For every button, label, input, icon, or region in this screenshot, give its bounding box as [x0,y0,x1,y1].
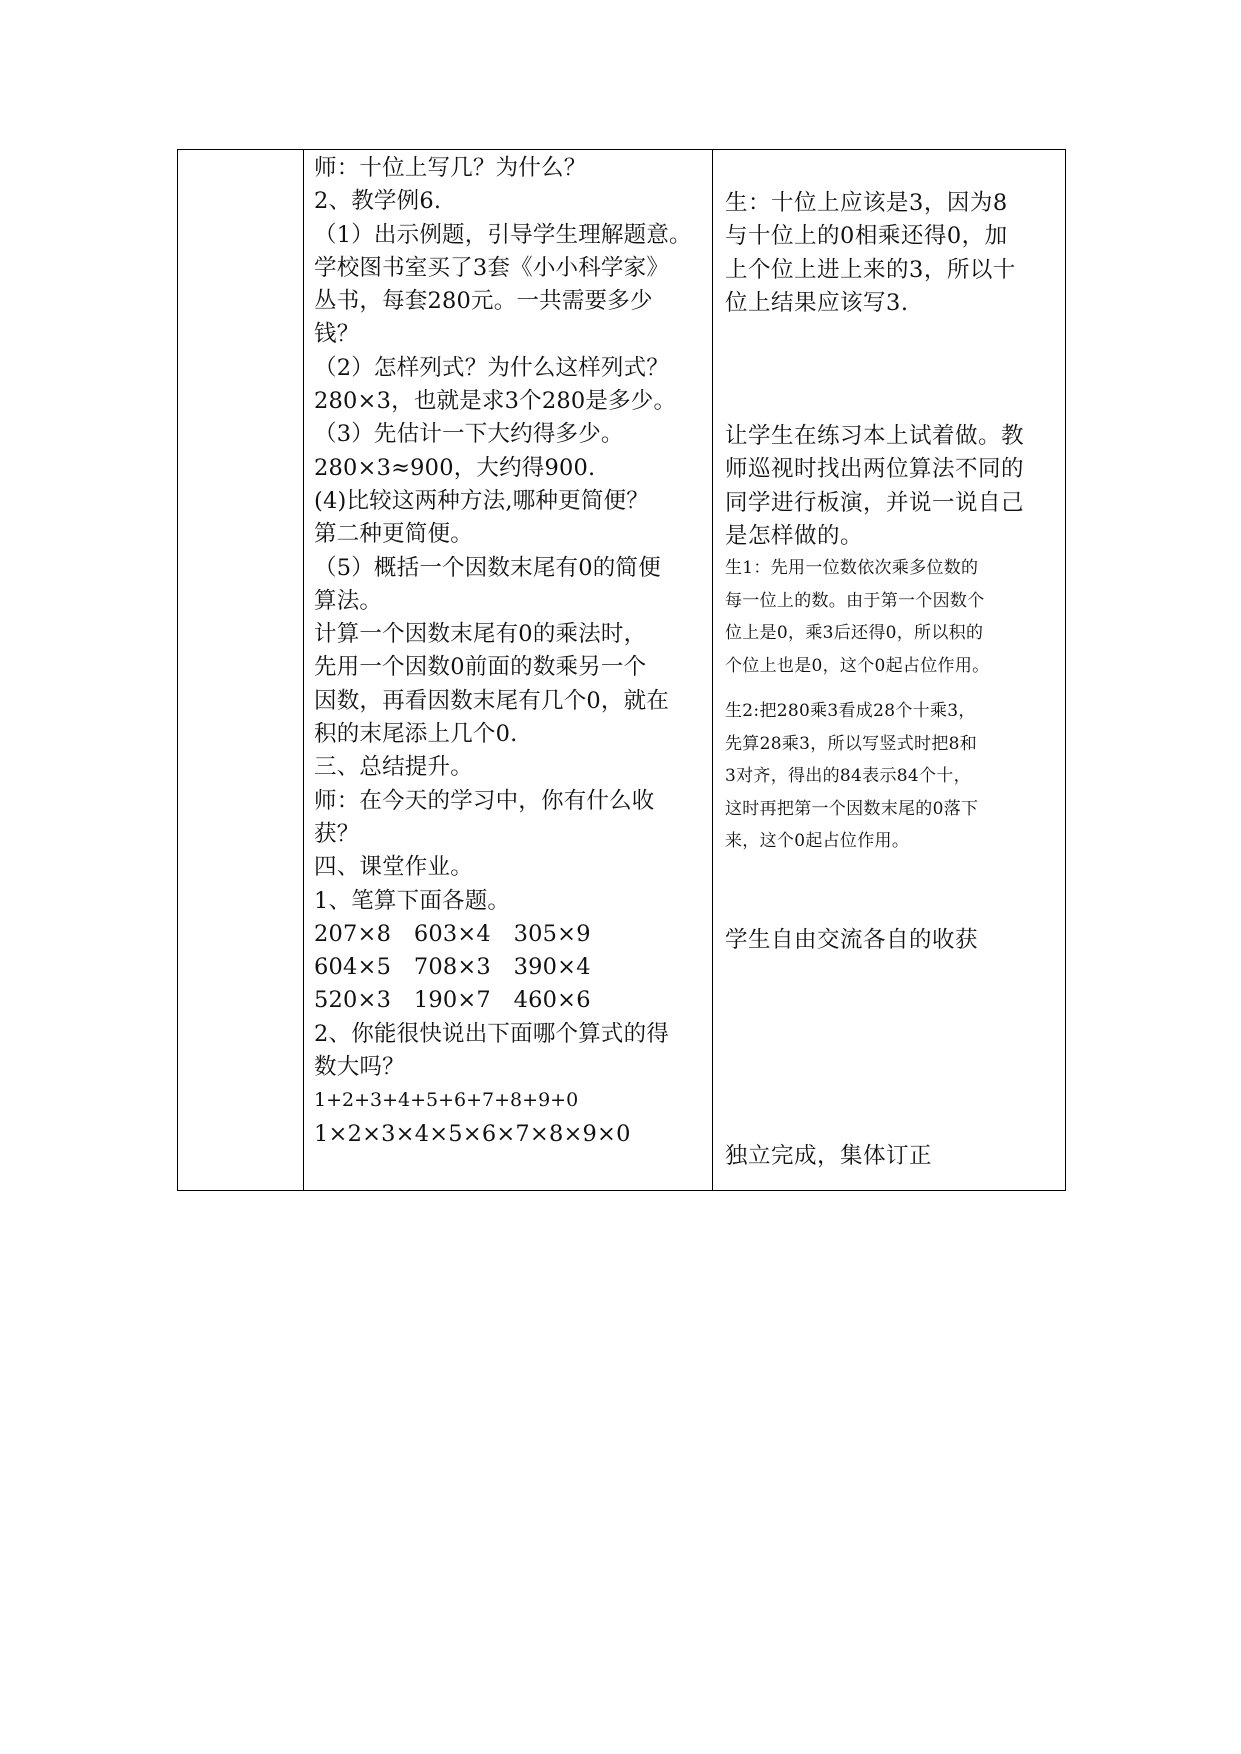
teacher-line: (4)比较这两种方法,哪种更简便？ [314,487,649,514]
student-line: 上个位上进上来的3，所以十 [725,256,1016,283]
teacher-line: 师：十位上写几？为什么？ [314,155,587,181]
student-line: 位上是0，乘3后还得0，所以积的 [725,623,984,643]
lesson-plan-table [177,149,1066,1191]
teacher-line: 四、课堂作业。 [314,854,473,881]
teacher-line: 604×5 708×3 390×4 [314,954,591,981]
teacher-line: （5）概括一个因数末尾有0的简便 [314,554,661,581]
student-line: 是怎样做的。 [725,522,864,549]
stage-cell [178,150,304,1191]
teacher-line: 三、总结提升。 [314,754,473,781]
teacher-line: 207×8 603×4 305×9 [314,920,591,947]
student-summary-exchange [725,924,1065,957]
teacher-activity-cell [304,150,713,1191]
teacher-line: 学校图书室买了3套《小小科学家》 [314,254,670,281]
student-homework-note [725,1140,1065,1173]
student-summary-text: 学生自由交流各自的收获 [725,927,979,953]
teacher-line: 算法。 [314,587,383,614]
teacher-line: 1+2+3+4+5+6+7+8+9+0 [314,1089,579,1112]
student-line: 位上结果应该写3. [725,289,909,316]
student-line: 生2:把280乘3看成28个十乘3， [725,701,976,721]
teacher-line: 获？ [314,820,360,847]
teacher-line: 师：在今天的学习中，你有什么收 [314,787,655,814]
teacher-line: 520×3 190×7 460×6 [314,987,591,1014]
student-line: 先算28乘3，所以写竖式时把8和 [725,733,978,754]
student-line: 每一位上的数。由于第一个因数个 [725,590,985,611]
student-activity-column [713,150,1065,1190]
teacher-line: 280×3≈900，大约得900. [314,454,596,481]
student-method-one [725,552,1065,682]
teacher-line: 数大吗？ [314,1054,405,1081]
student-practice-instruction [725,420,1065,553]
teacher-line: 钱？ [314,321,360,348]
teacher-line: 2、你能很快说出下面哪个算式的得 [314,1020,670,1047]
teacher-line: 2、教学例6. [314,188,442,215]
student-line: 与十位上的0相乘还得0，加 [725,223,1008,250]
teacher-line: 先用一个因数0前面的数乘另一个 [314,654,647,681]
student-answer-tens-digit [725,187,1065,320]
student-line: 让学生在练习本上试着做。教 [725,423,1025,449]
teacher-line: 积的末尾添上几个0. [314,721,518,748]
teacher-line: 第二种更简便。 [314,521,473,548]
student-line: 3对齐，得出的84表示84个十， [725,766,971,786]
student-activity-cell [713,150,1066,1191]
teacher-line: 丛书，每套280元。一共需要多少 [314,288,653,315]
student-line: 生1：先用一位数依次乘多位数的 [725,558,979,578]
student-line: 这时再把第一个因数末尾的0落下 [725,798,979,819]
student-line: 师巡视时找出两位算法不同的 [725,456,1025,483]
student-line: 来，这个0起占位作用。 [725,831,910,851]
student-line: 同学进行板演，并说一说自己 [725,489,1025,516]
teacher-activity-text [304,150,712,1151]
teacher-line: （2）怎样列式？为什么这样列式？ [314,354,670,381]
student-method-two [725,695,1065,858]
teacher-line: （3）先估计一下大约得多少。 [314,421,624,448]
student-line: 个位上也是0，这个0起占位作用。 [725,655,990,676]
student-line: 生：十位上应该是3，因为8 [725,190,1008,216]
teacher-line: 280×3，也就是求3个280是多少。 [314,388,677,415]
student-homework-text: 独立完成，集体订正 [725,1143,933,1169]
teacher-line: 计算一个因数末尾有0的乘法时， [314,621,647,648]
teacher-line: 因数，再看因数末尾有几个0，就在 [314,687,670,714]
table-row [178,150,1066,1191]
teacher-line: 1×2×3×4×5×6×7×8×9×0 [314,1120,631,1147]
teacher-line: 1、笔算下面各题。 [314,887,511,914]
teacher-line: （1）出示例题，引导学生理解题意。 [314,221,692,248]
